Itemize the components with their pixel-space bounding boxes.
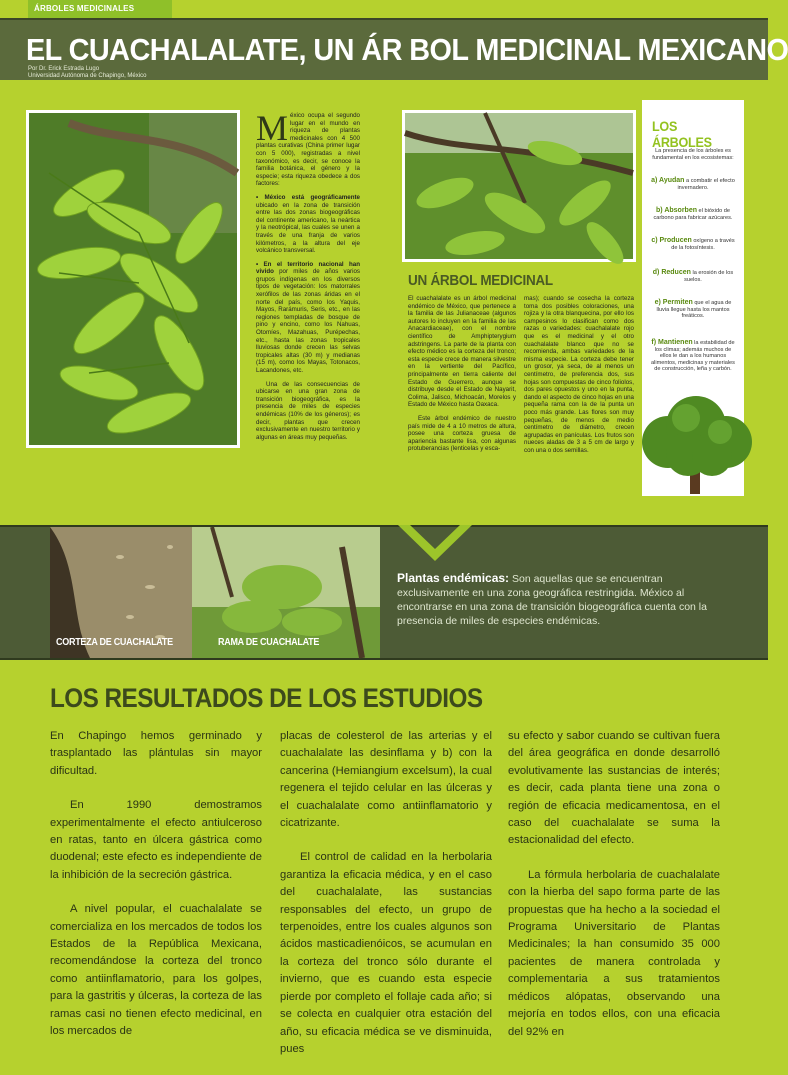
canopy-illustration xyxy=(405,113,633,259)
arbol-column-2 xyxy=(524,295,634,460)
intro-paragraph-2: Una de las consecuencias de ubicarse en una gran zona de transición biogeográfica, es la presencia de miles de especies endémicas (10% de los géneros); es decir, plantas que crecen exclusivamente en nuestro territorio y algunas en áreas muy pequeñas. xyxy=(256,380,360,441)
chevron-down-icon xyxy=(398,525,472,563)
arbol-heading: UN ÁRBOL MEDICINAL xyxy=(408,272,553,289)
sidebar-title: LOS ÁRBOLES xyxy=(652,118,712,150)
sidebar-item-e: e) Permiten que el agua de lluvia llegue hasta los mantos freáticos. xyxy=(654,299,732,320)
sidebar-item-c: c) Producen oxígeno a través de la fotosíntesis. xyxy=(651,237,735,251)
endemic-text: Plantas endémicas: Son aquellas que se encuentran exclusivamente en una zona geográfica restringida. México al encontrarse en una zona de transición biogeográfica cuenta con la presencia de miles de especies endémicas. xyxy=(397,571,707,627)
results-column-3: su efecto y sabor cuando se cultivan fuera del área geográfica en donde desarrolló evolutivamente las sustancias de interés; es decir, cada planta tiene una zona o región de eficacia medicamentosa, en el caso del cuachalalate se suma la estacionalidad del efecto. La fórmula herbolaria de cuachalalate con la hierba del sapo forma parte de las propuestas que ha hecho a la sociedad el Programa Universitario de Plantas Medicinales; la han consumido 35 000 pacientes de manera controlada y complementaria a sus tratamientos médicos alópatas, observando una mejoría en todos ellos, con una eficacia del 92% en xyxy=(508,730,720,1038)
branch-caption: RAMA DE CUACHALATE xyxy=(218,637,320,648)
affiliation: Universidad Autónoma de Chapingo, México xyxy=(28,73,147,79)
canopy-photo xyxy=(402,110,636,262)
bullet-1: ubicado en la zona de transición entre las dos zonas biogeográficas del continente americano, la neártica y la neotrópical, las cuales se unen a través de una franja de varios kilómetros, a la altura del eje volcánico transversal. xyxy=(256,201,360,255)
bullet-lead-2: • En el territorio nacional han vivido xyxy=(256,260,360,276)
sidebar-item-a: a) Ayudan a combatir el efecto invernadero. xyxy=(651,177,735,191)
leaf-photo xyxy=(26,110,240,448)
section-tab: ÁRBOLES MEDICINALES xyxy=(28,0,172,18)
leaf-illustration xyxy=(29,113,237,445)
sidebar-intro: La presencia de los árboles es fundamental en los ecosistemas: xyxy=(652,148,734,161)
bark-caption: CORTEZA DE CUACHALATE xyxy=(56,637,173,648)
tree-icon xyxy=(628,392,764,498)
dropcap: M xyxy=(256,108,289,148)
page-title: EL CUACHALALATE, UN ÁR BOL MEDICINAL MEXICANO xyxy=(26,32,788,67)
results-title: LOS RESULTADOS DE LOS ESTUDIOS xyxy=(50,683,483,713)
results-column-1: En Chapingo hemos germinado y trasplantado las plántulas sin mayor dificultad. En 1990 demostramos experimentalmente el efecto antiulceroso en ratas, tanto en úlcera gástrica como duodenal; este efecto es independiente de la inhibición de la secreción gástrica. A nivel popular, el cuachalalate se comercializa en los mercados de todos los Estados de la República Mexicana, recomendándose la corteza del tronco como antiinflamatorio, para los golpes, para la gastritis y úlceras, la corteza de las ramas casi no tienen efecto medicinal, en los mercados de xyxy=(50,730,262,1038)
sidebar-item-d: d) Reducen la erosión de los suelos. xyxy=(652,269,734,283)
byline xyxy=(28,66,146,80)
endemic-band xyxy=(0,525,768,660)
arbol-paragraph-2: Este árbol endémico de nuestro país mide de 4 a 10 metros de altura, posee una corteza gruesa de apariencia bastante lisa, con algunas protuberancias (lenticelas y esca- xyxy=(408,414,516,453)
results-column-2: placas de colesterol de las arterias y el cuachalalate las desinflama y b) con la cancerina (Hemiangium excelsum), la cual regenera el tejido celular en las úlceras y el cuachalalate como antiinflamatorio y cicatrizante. El control de calidad en la herbolaria garantiza la eficacia médica, y en el caso del cuachalalate, las sustancias responsables del efecto, un grupo de terpenoides, entre los cuales algunos son ácidos masticadienóicos, se acumulan en la corteza del tronco sólo durante el invierno, que es cuando esta especie pierde por completo el follaje cada año; si se colecta en cualquier otra estación del año, su eficacia médica se ve disminuida, pues xyxy=(280,730,492,1055)
sidebar-item-b: b) Absorben el bióxido de carbono para fabricar azúcares. xyxy=(653,207,733,221)
arbol-column-1 xyxy=(408,295,516,459)
arbol-paragraph-1: El cuachalalate es un árbol medicinal endémico de México, que pertenece a la familia de las Julianaceae (algunos autores lo incluyen en la familia de las Anacardiaceae), con el nombre científico de Amphipterygium adstringens. La parte de la planta con efecto médico es la corteza del tronco; esta especie crece de manera silvestre en la vertiente del Pacífico, principalmente en tierra caliente del Estado de Guerrero, aunque se distribuye desde el Estado de Nayarit, Colima, Jalisco, Michoacán, Morelos y Estado de México hasta Oaxaca. xyxy=(408,295,516,409)
author: Por Dr. Erick Estrada Lugo xyxy=(28,66,100,72)
title-banner xyxy=(0,18,788,80)
arbol-paragraph-3: mas); cuando se cosecha la corteza toma dos posibles coloraciones, una rojiza y la otra blanquecina, por ello los campesinos lo clasifican como dos razas o variedades: cuachalalate rojo que es el medicinal y el otro cuachalalate blanco que no se recomienda, ambas variedades de la misma especie. La corteza debe tener un grosor, ya seca, de al menos un centímetro, de preferencia dos, sus hojas son compuestas de cinco foliolos, dos pares opuestos y uno en la punta, dando el aspecto de cinco hojas en una pequeña rama con la de la punta un poco más grande. Las flores son muy pequeñas, de menos de medio centímetro de diámetro, crecen agrupadas en panículas. Los frutos son nueces aladas de 3 a 5 cm de largo y con una o dos semillas. xyxy=(524,295,634,454)
intro-column xyxy=(256,108,360,447)
bullet-lead-1: • México está geográficamente xyxy=(256,193,360,201)
intro-paragraph: éxico ocupa el segundo lugar en el mundo en riqueza de plantas medicinales con 4 500 plantas curativas (China primer lugar con 5 000), registradas a nivel taxonómico, es decir, se conoce la familia botánica, el género y la especie; esta riqueza obedece a dos factores: xyxy=(256,112,360,188)
bullet-2: por miles de años varios grupos indígenas en los diversos tipos de vegetación: los matorrales xerófilos de las zonas áridas en el norte del país, como los Yaquis, Mayos, Rarámuris, Seris, etc., en las regiones templadas de bosque de pino y encino, como los Nahuas, Otomíes, Mazahuas, Purépechas, etc., hasta las zonas tropicales lluviosas donde crecen las selvas tropicales altas (30 m) y medianas (15 m), como los Mayas, Totonacos, Lacandones, etc. xyxy=(256,268,360,374)
sidebar-item-f: f) Mantienen la estabilidad de los climas; además muchos de ellos le dan a los humanos alimentos, medicinas y materiales de construcción, leña y carbón. xyxy=(651,339,735,373)
